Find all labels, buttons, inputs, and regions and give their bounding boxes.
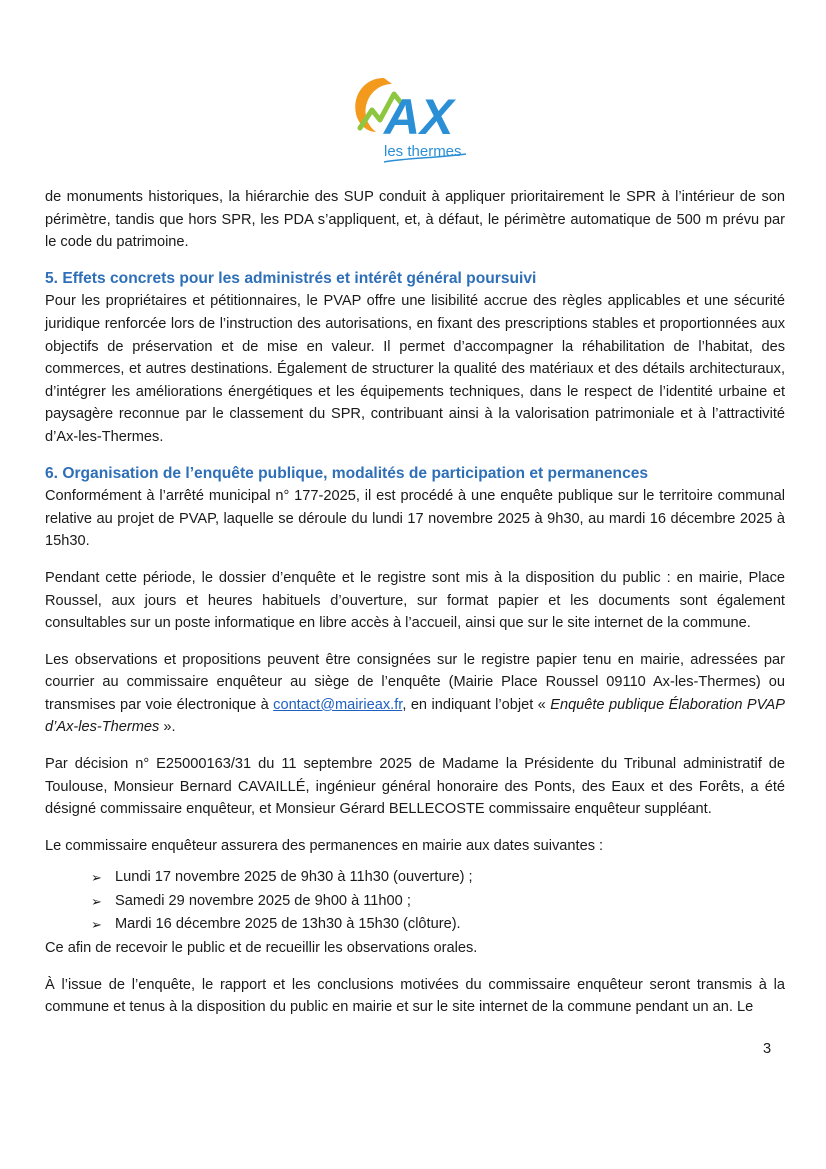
section-6-paragraph-2: Pendant cette période, le dossier d’enquête et le registre sont mis à la disposition du public : en mairie, Place Roussel, aux jours et heures habituels d’ouverture, sur format papier et les documents sont également consultables sur un poste informatique en libre accès à l’accueil, ainsi que sur le site internet de la commune.	[45, 569, 785, 632]
arrow-bullet-icon: ➢	[91, 917, 102, 933]
arrow-bullet-icon: ➢	[91, 870, 102, 886]
object-intro-text: , en indiquant l’objet «	[402, 696, 551, 713]
inquiry-subject: Enquête publique Élaboration PVAP d’Ax-les-Thermes	[45, 696, 785, 736]
observations-text: Les observations et propositions peuvent être consignées sur le registre papier tenu en mairie, adressées par courrier au commissaire enquêteur au siège de l’enquête (Mairie Place Roussel 09110 Ax-les-Thermes) ou transmises par voie électronique à	[45, 651, 785, 713]
list-item	[91, 913, 785, 937]
closing-quote: ».	[159, 719, 176, 736]
logo-wordmark: AX	[384, 89, 454, 145]
permanence-date: Lundi 17 novembre 2025 de 9h30 à 11h30 (ouverture) ;	[115, 869, 473, 886]
intro-paragraph: de monuments historiques, la hiérarchie des SUP conduit à appliquer prioritairement le SPR à l’intérieur de son périmètre, tandis que hors SPR, les PDA s’appliquent, et, à défaut, le périmètre automatique de 500 m prévu par le code du patrimoine.	[45, 189, 785, 251]
arrow-bullet-icon: ➢	[91, 893, 102, 909]
section-6-paragraph-3	[45, 649, 785, 739]
contact-email-link[interactable]: contact@mairieax.fr	[273, 696, 403, 713]
page-number: 3	[763, 1041, 772, 1057]
section-6-heading: 6. Organisation de l’enquête publique, modalités de participation et permanences	[45, 464, 649, 482]
section-6-paragraph-5: Le commissaire enquêteur assurera des permanences en mairie aux dates suivantes :	[45, 837, 604, 854]
document-body	[45, 186, 785, 1019]
permanence-date: Samedi 29 novembre 2025 de 9h00 à 11h00 ;	[115, 892, 411, 909]
permanence-date: Mardi 16 décembre 2025 de 13h30 à 15h30 (clôture).	[115, 916, 461, 933]
section-6-paragraph-7: À l’issue de l’enquête, le rapport et les conclusions motivées du commissaire enquêteur seront transmis à la commune et tenus à la disposition du public en mairie et sur le site internet de la commune pendant un an. Le	[45, 976, 785, 1016]
ax-les-thermes-logo	[346, 70, 474, 166]
section-6-paragraph-4: Par décision n° E25000163/31 du 11 septembre 2025 de Madame la Présidente du Tribunal administratif de Toulouse, Monsieur Bernard CAVAILLÉ, ingénieur général honoraire des Ponts, des Eaux et des Forêts, a été désigné commissaire enquêteur, et Monsieur Gérard BELLECOSTE commissaire enquêteur suppléant.	[45, 756, 785, 818]
list-item	[91, 866, 785, 890]
logo-tagline: les thermes	[384, 143, 462, 160]
permanences-list	[45, 866, 785, 937]
list-item	[91, 890, 785, 914]
section-6-paragraph-1: Conformément à l’arrêté municipal n° 177-2025, il est procédé à une enquête publique sur le territoire communal relative au projet de PVAP, laquelle se déroule du lundi 17 novembre 2025 à 9h30, au mardi 16 décembre 2025 à 15h30.	[45, 488, 785, 550]
section-5-heading: 5. Effets concrets pour les administrés et intérêt général poursuivi	[45, 269, 537, 287]
section-5-paragraph: Pour les propriétaires et pétitionnaires, le PVAP offre une lisibilité accrue des règles applicables et une sécurité juridique renforcée lors de l’instruction des autorisations, en fixant des prescriptions stables et proportionnées aux objectifs de préservation et de mise en valeur. Il permet d’accompagner la réhabilitation de l’habitat, des commerces, et autres destinations. Également de structurer la qualité des matériaux et des détails architecturaux, d’intégrer les améliorations énergétiques et les équipements techniques, dans le respect de l’identité urbaine et paysagère reconnue par le classement du SPR, contribuant ainsi à la valorisation patrimoniale et à l’attractivité d’Ax-les-Thermes.	[45, 293, 785, 445]
section-6-paragraph-6: Ce afin de recevoir le public et de recueillir les observations orales.	[45, 939, 478, 956]
